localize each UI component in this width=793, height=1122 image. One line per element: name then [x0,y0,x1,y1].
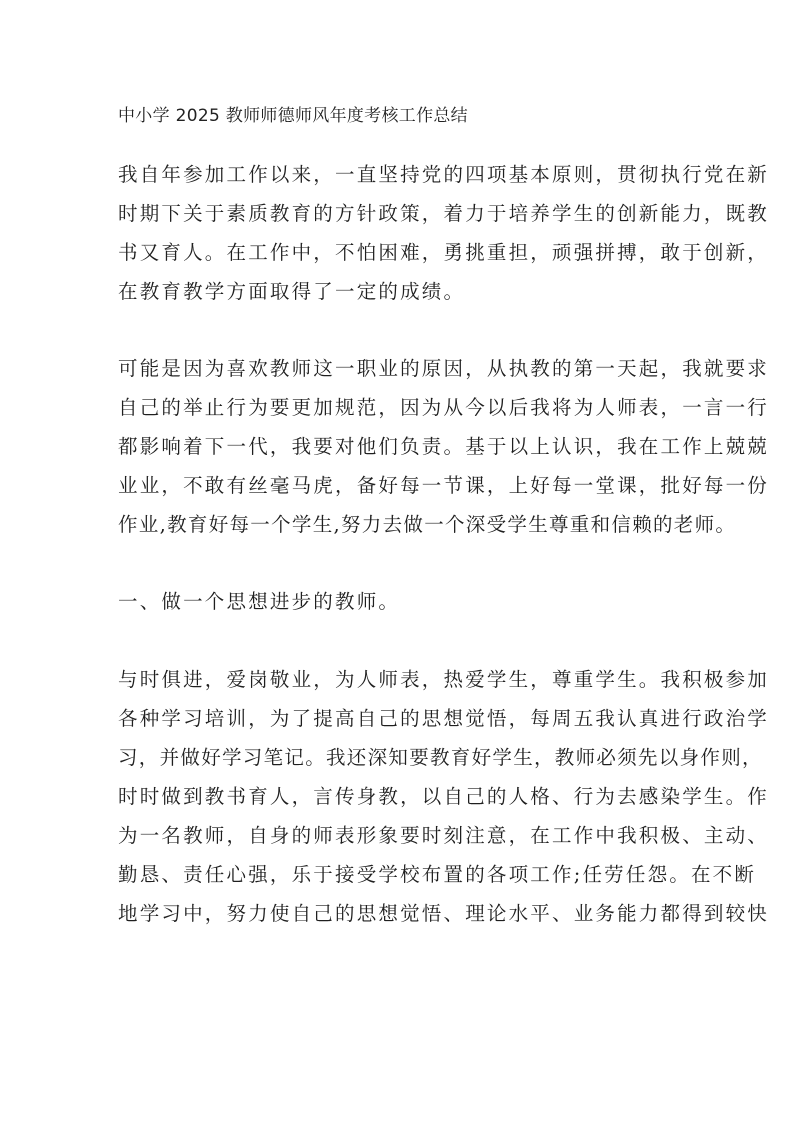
paragraph-2-line-4: 业业，不敢有丝毫马虎，备好每一节课，上好每一堂课，批好每一份 [118,474,770,497]
paragraph-3-line-6: 勤恳、责任心强，乐于接受学校布置的各项工作;任劳任怨。在不断 [118,863,757,886]
paragraph-3-line-2: 各种学习培训，为了提高自己的思想觉悟，每周五我认真进行政治学 [118,707,770,730]
paragraph-1-line-4: 在教育教学方面取得了一定的成绩。 [118,280,466,303]
paragraph-3-line-5: 为一名教师，自身的师表形象要时刻注意，在工作中我积极、主动、 [118,824,770,847]
paragraph-2-line-3: 都影响着下一代，我要对他们负责。基于以上认识，我在工作上兢兢 [118,435,770,458]
paragraph-3-line-4: 时时做到教书育人，言传身教，以自己的人格、行为去感染学生。作 [118,785,770,808]
section-heading-1: 一、做一个思想进步的教师。 [118,590,401,613]
paragraph-1-line-1: 我自年参加工作以来，一直坚持党的四项基本原则，贯彻执行党在新 [118,163,770,186]
document-title: 中小学 2025 教师师德师风年度考核工作总结 [118,106,468,126]
paragraph-2-line-2: 自己的举止行为要更加规范，因为从今以后我将为人师表，一言一行 [118,396,770,419]
paragraph-1-line-3: 书又育人。在工作中，不怕困难，勇挑重担，顽强拼搏，敢于创新， [118,241,770,264]
paragraph-2-line-1: 可能是因为喜欢教师这一职业的原因，从执教的第一天起，我就要求 [118,357,770,380]
paragraph-2-line-5: 作业,教育好每一个学生,努力去做一个深受学生尊重和信赖的老师。 [118,513,737,536]
paragraph-3-line-3: 习，并做好学习笔记。我还深知要教育好学生，教师必须先以身作则， [118,746,763,769]
paragraph-1-line-2: 时期下关于素质教育的方针政策，着力于培养学生的创新能力，既教 [118,202,770,225]
paragraph-3-line-7: 地学习中，努力使自己的思想觉悟、理论水平、业务能力都得到较快 [118,902,770,925]
paragraph-3-line-1: 与时俱进，爱岗敬业，为人师表，热爱学生，尊重学生。我积极参加 [118,668,770,691]
